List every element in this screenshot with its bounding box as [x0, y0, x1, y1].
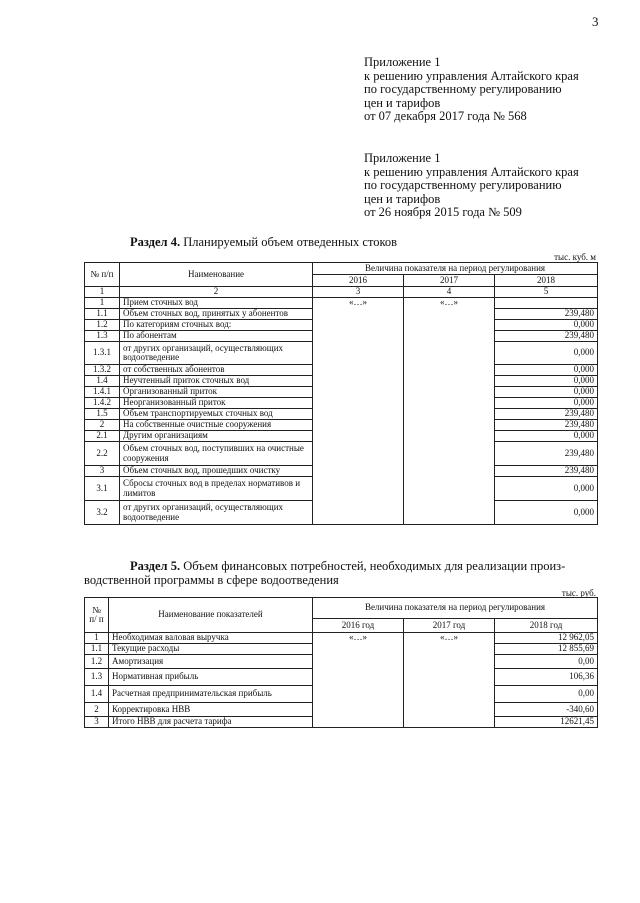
row-name: Объем транспортируемых сточных вод	[120, 409, 313, 420]
col-index: 4	[404, 287, 495, 298]
value-2018: 106,36	[495, 669, 598, 686]
row-num: 1.2	[85, 320, 120, 331]
row-name: Нормативная прибыль	[109, 669, 313, 686]
section4-title-bold: Раздел 4.	[130, 235, 181, 249]
row-name: Объем сточных вод, поступивших на очистные сооружения	[120, 442, 313, 466]
value-2018: 0,000	[495, 477, 598, 501]
value-2018: 0,000	[495, 365, 598, 376]
appendix-line: по государственному регулированию	[364, 178, 562, 192]
row-name: Текущие расходы	[109, 644, 313, 655]
value-2018: 0,000	[495, 431, 598, 442]
header-2018: 2018 год	[495, 619, 598, 633]
appendix-previous	[364, 152, 579, 220]
section5-title-line2: водственной программы в сфере водоотведения	[84, 573, 339, 587]
row-num: 1.3.1	[85, 342, 120, 365]
row-num: 1.4.1	[85, 387, 120, 398]
row-num: 2	[85, 420, 120, 431]
value-2018: 239,480	[495, 309, 598, 320]
value-2018: 0,00	[495, 655, 598, 669]
row-num: 1	[85, 298, 120, 309]
row-name: Организованный приток	[120, 387, 313, 398]
value-2018: 239,480	[495, 420, 598, 431]
row-num: 1.1	[85, 309, 120, 320]
value-2018: 12 962,05	[495, 633, 598, 644]
row-name: Сбросы сточных вод в пределах нормативов и лимитов	[120, 477, 313, 501]
row-name: Объем сточных вод, прошедших очистку	[120, 466, 313, 477]
section5-title-text: Объем финансовых потребностей, необходимых для реализации произ-	[180, 559, 566, 573]
header-period: Величина показателя на период регулирования	[313, 598, 598, 619]
section5-title-bold: Раздел 5.	[130, 559, 181, 573]
row-num: 1.1	[85, 644, 109, 655]
row-num: 3	[85, 466, 120, 477]
row-num: 1.2	[85, 655, 109, 669]
section4-unit: тыс. куб. м	[554, 252, 596, 262]
value-2018: 0,000	[495, 387, 598, 398]
row-num: 1.3	[85, 331, 120, 342]
row-name: от других организаций, осуществляющих водоотведение	[120, 501, 313, 525]
section4-title	[130, 235, 397, 250]
row-name: Прием сточных вод	[120, 298, 313, 309]
value-2016: «…»	[313, 298, 404, 525]
header-name: Наименование показателей	[109, 598, 313, 633]
value-2018: 12 855,69	[495, 644, 598, 655]
row-name: Расчетная предпринимательская прибыль	[109, 686, 313, 703]
table-row	[85, 633, 598, 644]
appendix-current	[364, 56, 579, 124]
section4-table	[84, 262, 598, 525]
section5-title	[130, 559, 565, 574]
row-num: 3	[85, 717, 109, 728]
header-num: № п/ п	[85, 598, 109, 633]
value-2018: 0,000	[495, 320, 598, 331]
value-2018: 0,000	[495, 342, 598, 365]
row-num: 1.3.2	[85, 365, 120, 376]
row-name: Неучтенный приток сточных вод	[120, 376, 313, 387]
col-index: 1	[85, 287, 120, 298]
row-name: По абонентам	[120, 331, 313, 342]
row-name: Амортизация	[109, 655, 313, 669]
header-2017: 2017	[404, 275, 495, 287]
appendix-line: Приложение 1	[364, 151, 441, 165]
value-2018: -340,60	[495, 703, 598, 717]
row-name: Другим организациям	[120, 431, 313, 442]
row-num: 1.4	[85, 376, 120, 387]
appendix-line: от 07 декабря 2017 года № 568	[364, 109, 527, 123]
row-num: 2	[85, 703, 109, 717]
row-num: 3.1	[85, 477, 120, 501]
value-2017: «…»	[404, 633, 495, 728]
appendix-line: цен и тарифов	[364, 95, 441, 110]
section5-table	[84, 597, 598, 728]
appendix-line: Приложение 1	[364, 55, 441, 69]
value-2016: «…»	[313, 633, 404, 728]
value-2018: 12621,45	[495, 717, 598, 728]
value-2018: 239,480	[495, 331, 598, 342]
appendix-line: к решению управления Алтайского края	[364, 68, 579, 83]
col-index: 2	[120, 287, 313, 298]
value-2018: 0,00	[495, 686, 598, 703]
row-name: Неорганизованный приток	[120, 398, 313, 409]
section4-title-text: Планируемый объем отведенных стоков	[180, 235, 398, 249]
value-2018: 239,480	[495, 409, 598, 420]
value-2018: 0,000	[495, 376, 598, 387]
header-2016: 2016 год	[313, 619, 404, 633]
row-name: По категориям сточных вод:	[120, 320, 313, 331]
value-2017: «…»	[404, 298, 495, 525]
row-num: 1.4	[85, 686, 109, 703]
row-name: Объем сточных вод, принятых у абонентов	[120, 309, 313, 320]
row-num: 2.1	[85, 431, 120, 442]
value-2018: 0,000	[495, 398, 598, 409]
col-index: 5	[495, 287, 598, 298]
section5-unit: тыс. руб.	[561, 588, 596, 598]
appendix-line: к решению управления Алтайского края	[364, 164, 579, 179]
row-num: 1	[85, 633, 109, 644]
value-2018	[495, 298, 598, 309]
appendix-line: от 26 ноября 2015 года № 509	[364, 205, 522, 219]
header-2018: 2018	[495, 275, 598, 287]
row-num: 1.4.2	[85, 398, 120, 409]
row-name: от собственных абонентов	[120, 365, 313, 376]
row-num: 3.2	[85, 501, 120, 525]
value-2018: 239,480	[495, 442, 598, 466]
row-name: от других организаций, осуществляющих водоотведение	[120, 342, 313, 365]
col-index: 3	[313, 287, 404, 298]
row-name: Корректировка НВВ	[109, 703, 313, 717]
row-name: Необходимая валовая выручка	[109, 633, 313, 644]
row-num: 2.2	[85, 442, 120, 466]
header-2016: 2016	[313, 275, 404, 287]
appendix-line: цен и тарифов	[364, 191, 441, 206]
header-name: Наименование	[120, 263, 313, 287]
header-2017: 2017 год	[404, 619, 495, 633]
row-name: На собственные очистные сооружения	[120, 420, 313, 431]
value-2018: 0,000	[495, 501, 598, 525]
appendix-line: по государственному регулированию	[364, 82, 562, 96]
table-row	[85, 298, 598, 309]
header-num: № п/п	[85, 263, 120, 287]
row-num: 1.5	[85, 409, 120, 420]
value-2018: 239,480	[495, 466, 598, 477]
header-period: Величина показателя на период регулирования	[313, 263, 598, 275]
page-number: 3	[592, 14, 599, 29]
row-name: Итого НВВ для расчета тарифа	[109, 717, 313, 728]
row-num: 1.3	[85, 669, 109, 686]
